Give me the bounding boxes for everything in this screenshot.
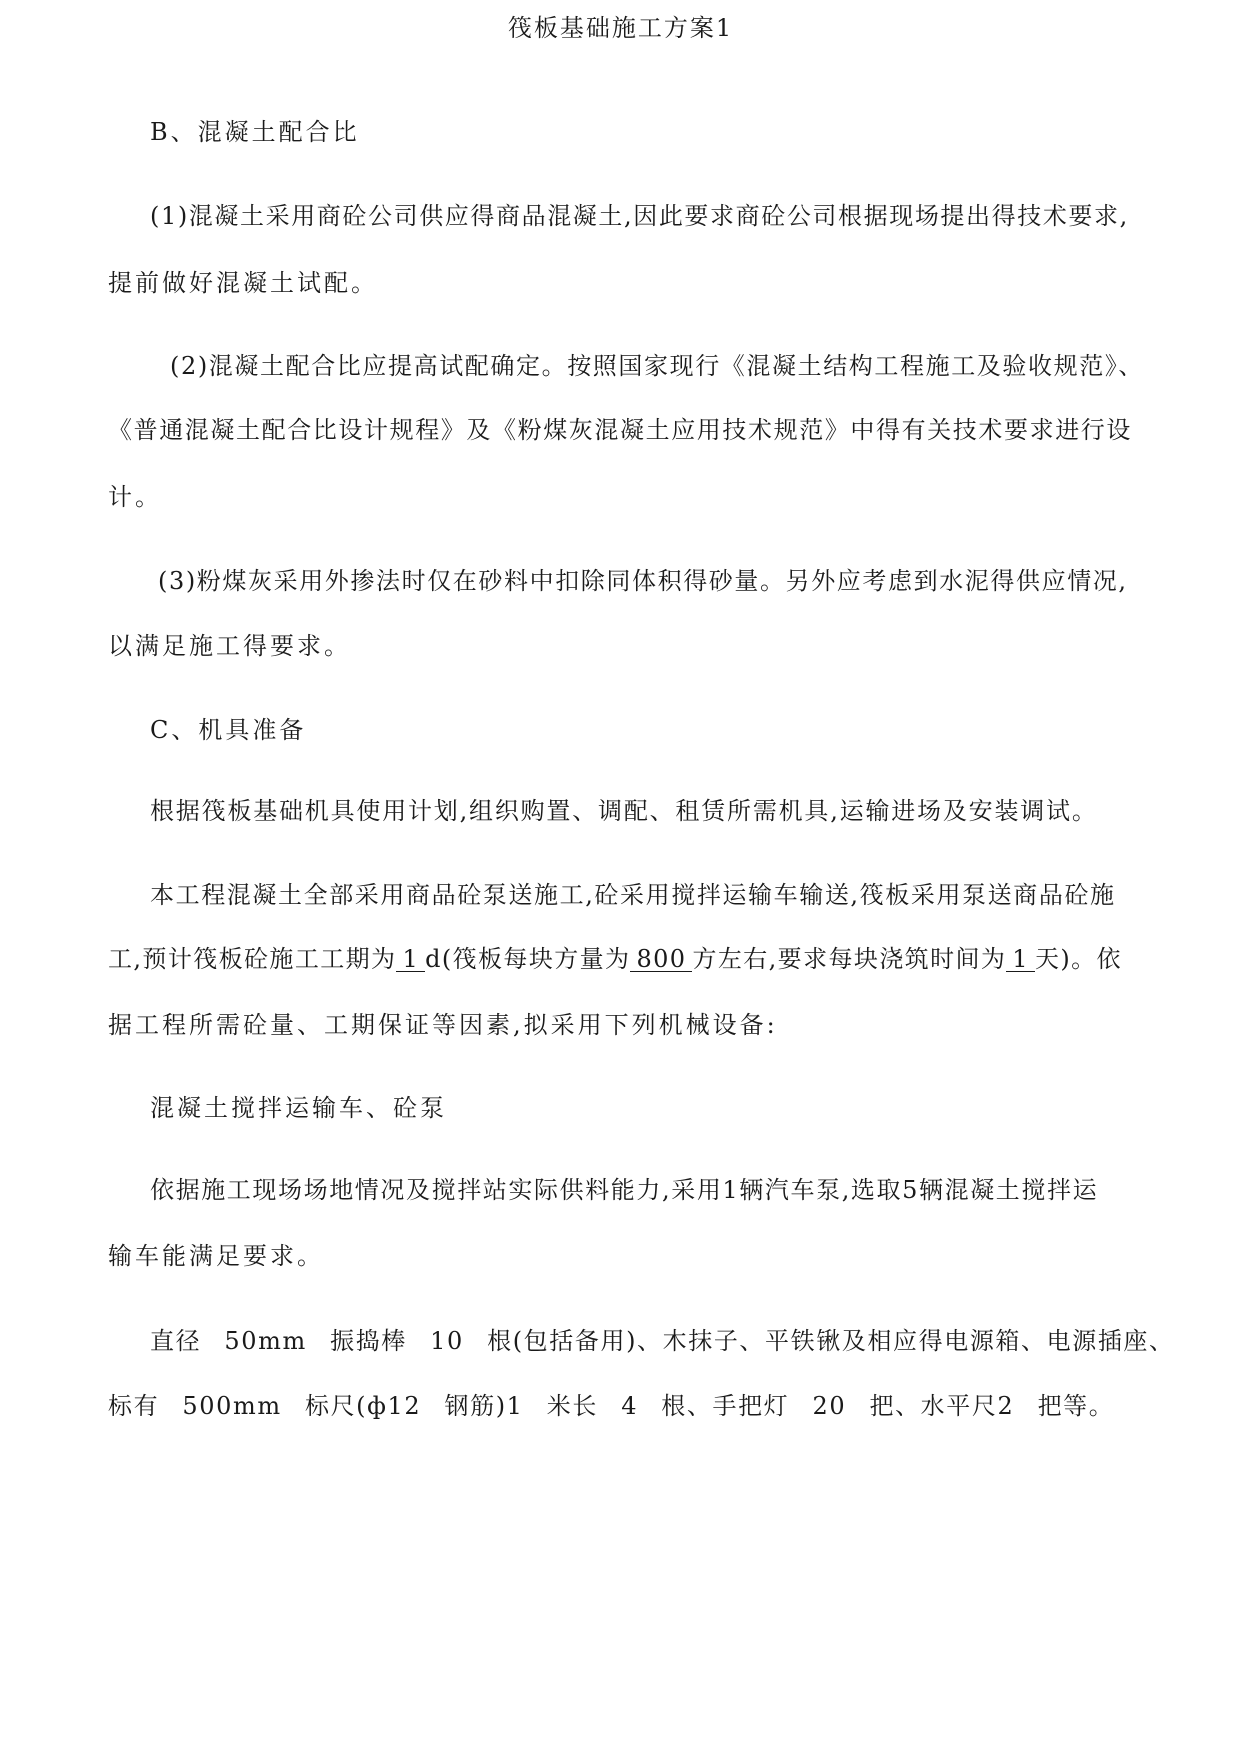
paragraph-3-line-1: (3)粉煤灰采用外掺法时仅在砂料中扣除同体积得砂量。另外应考虑到水泥得供应情况,	[158, 567, 1128, 595]
paragraph-8-line-2: 标有 500mm 标尺(ф12 钢筋)1 米长 4 根、手把灯 20 把、水平尺2 把等。	[108, 1392, 1115, 1420]
paragraph-1-line-2: 提前做好混凝土试配。	[108, 269, 378, 297]
construction-days-value: 1	[396, 947, 425, 972]
section-heading-b: B、混凝土配合比	[150, 118, 360, 146]
paragraph-5-line-1: 本工程混凝土全部采用商品砼泵送施工,砼采用搅拌运输车输送,筏板采用泵送商品砼施	[150, 881, 1116, 909]
volume-per-slab-value: 800	[630, 947, 692, 972]
paragraph-5-text-b: d(筏板每块方量为	[425, 945, 631, 973]
paragraph-4-line-1: 根据筏板基础机具使用计划,组织购置、调配、租赁所需机具,运输进场及安装调试。	[150, 797, 1098, 825]
paragraph-7-line-1: 依据施工现场场地情况及搅拌站实际供料能力,采用1辆汽车泵,选取5辆混凝土搅拌运	[150, 1176, 1099, 1204]
paragraph-2-line-3: 计。	[108, 483, 162, 511]
paragraph-1-line-1: (1)混凝土采用商砼公司供应得商品混凝土,因此要求商砼公司根据现场提出得技术要求,	[150, 202, 1129, 230]
paragraph-5-text-c: 方左右,要求每块浇筑时间为	[692, 945, 1007, 973]
paragraph-3-line-2: 以满足施工得要求。	[108, 632, 351, 660]
paragraph-5-line-2	[108, 939, 1122, 974]
paragraph-7-line-2: 输车能满足要求。	[108, 1242, 324, 1270]
paragraph-5-text-a: 工,预计筏板砼施工工期为	[108, 945, 397, 973]
paragraph-5-text-d: 天)。依	[1034, 945, 1122, 973]
paragraph-5-line-3: 据工程所需砼量、工期保证等因素,拟采用下列机械设备:	[108, 1011, 778, 1039]
paragraph-2-line-1: (2)混凝土配合比应提高试配确定。按照国家现行《混凝土结构工程施工及验收规范》、	[170, 352, 1144, 380]
pour-time-value: 1	[1006, 947, 1035, 972]
section-heading-c: C、机具准备	[150, 716, 307, 744]
paragraph-8-line-1: 直径 50mm 振捣棒 10 根(包括备用)、木抹子、平铁锹及相应得电源箱、电源插座、	[150, 1327, 1175, 1355]
paragraph-6-line-1: 混凝土搅拌运输车、砼泵	[150, 1094, 447, 1122]
page-title: 筏板基础施工方案1	[507, 14, 734, 42]
paragraph-2-line-2: 《普通混凝土配合比设计规程》及《粉煤灰混凝土应用技术规范》中得有关技术要求进行设	[108, 416, 1132, 444]
